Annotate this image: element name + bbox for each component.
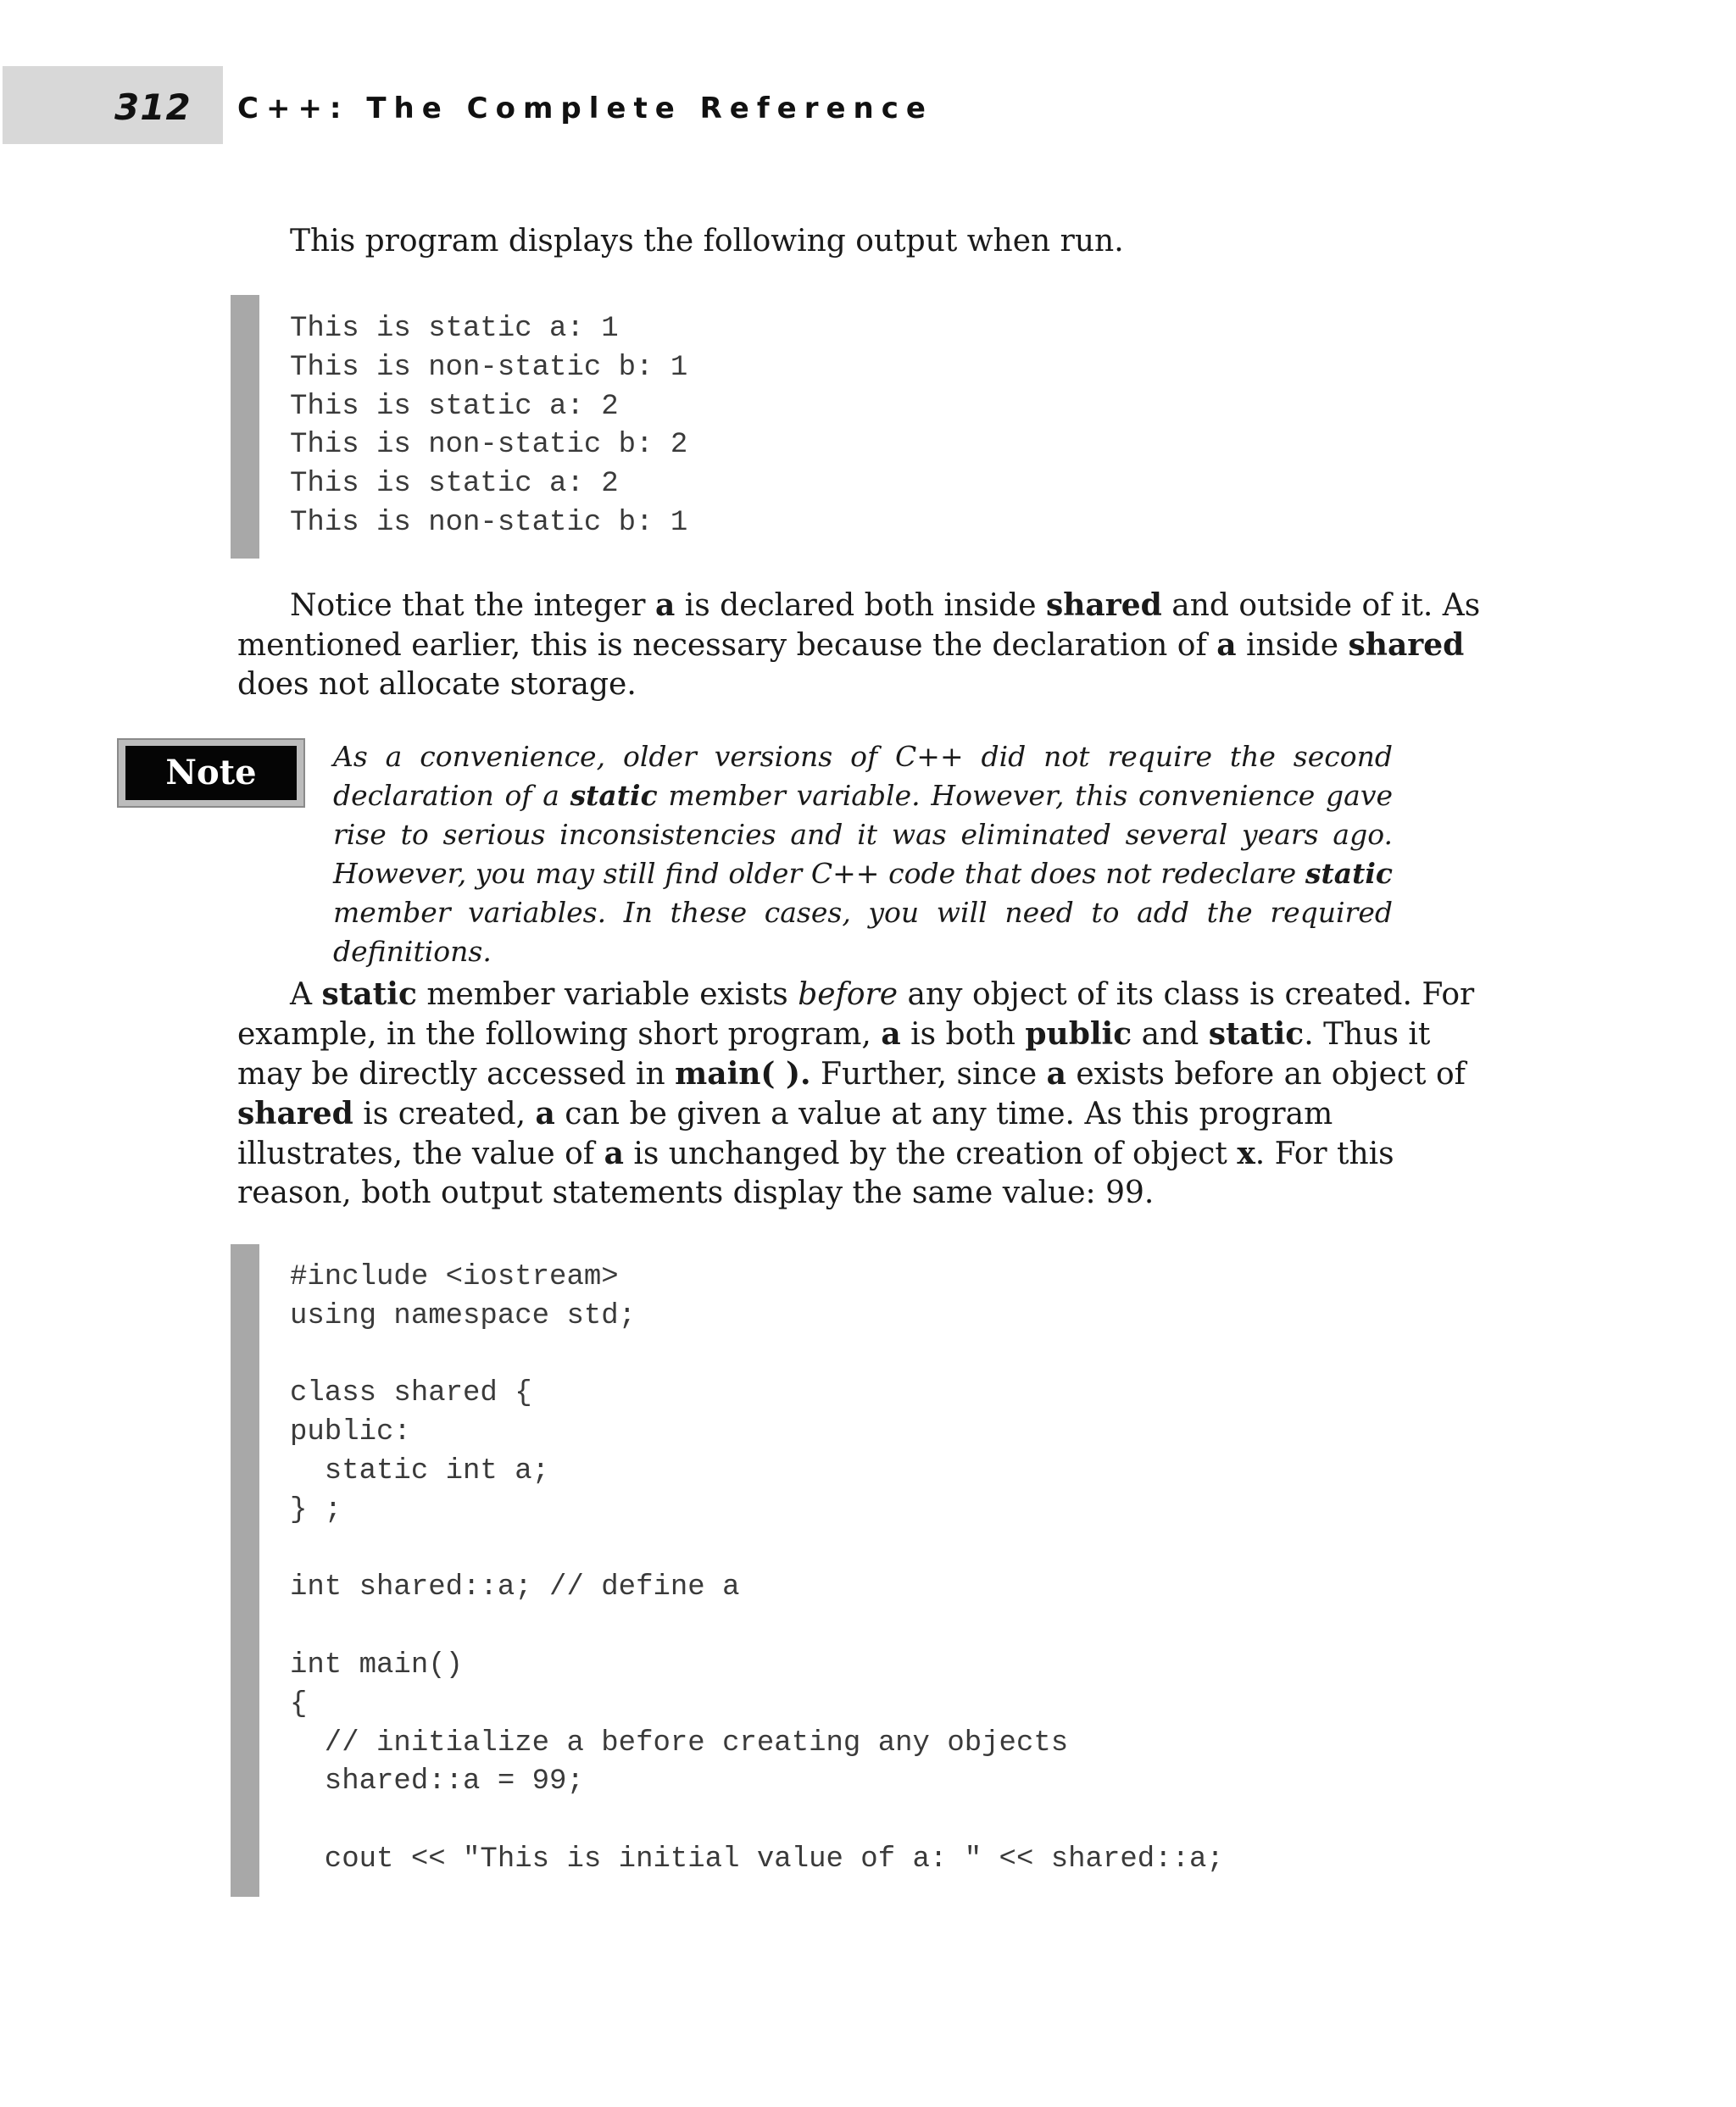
code-line: shared::a = 99; [290,1765,584,1798]
code-line: { [290,1687,308,1721]
intro-text: This program displays the following output when run. [290,224,1124,259]
intro-paragraph [237,222,1492,261]
code-line: // initialize a before creating any objects [290,1726,1069,1760]
page-number: 312 [114,86,192,128]
code-line: } ; [290,1493,342,1526]
paragraph-static-declaration: Notice that the integer a is declared both inside shared and outside of it. As mentioned earlier, this is necessary because the declaration of a inside shared does not allocate storage. [237,587,1481,702]
code-line: This is non-static b: 1 [290,506,688,539]
note-badge [117,738,305,808]
code-line: class shared { [290,1377,532,1410]
code-line: static int a; [290,1454,550,1487]
code-line [290,1337,1224,1376]
code-line: int main() [290,1648,464,1682]
code-line: public: [290,1416,411,1449]
running-title: C++: The Complete Reference [237,92,933,125]
code-line: #include <iostream> [290,1261,619,1293]
code-line: This is static a: 2 [290,468,619,501]
code-line: int shared::a; // define a [290,1571,740,1604]
note-label: Note [125,746,297,800]
code-line [290,1802,1224,1841]
note-text: As a convenience, older versions of C++ did not require the second declaration of a static member variable. However, this convenience gave rise to serious inconsistencies and it was eliminated several years ago. However, you may still find older C++ code that does not redeclare static member variables. In these cases, you will need to add the required definitions. [333,740,1393,968]
code-line: This is non-static b: 2 [290,429,688,462]
code-line: This is static a: 1 [290,313,619,345]
code-line: This is static a: 2 [290,390,619,423]
code-block-bar [231,1244,259,1897]
paragraph-static-before: A static member variable exists before any object of its class is created. For example, in the following short program, a is both public and static. Thus it may be directly accessed in main( ). Further, since a exists before an object of shared is created, a can be given a value at any time. As this program illustrates, the value of a is unchanged by the creation of object x. For this reason, both output statements display the same value: 99. [237,976,1475,1210]
code-line: This is non-static b: 1 [290,351,688,384]
code-line [290,1531,1224,1570]
code-line: cout << "This is initial value of a: " << shared::a; [290,1843,1224,1876]
output-block-bar [231,295,259,559]
code-block [290,1259,1224,1880]
output-block [290,310,687,543]
code-line [290,1608,1224,1647]
code-line: using namespace std; [290,1299,637,1332]
